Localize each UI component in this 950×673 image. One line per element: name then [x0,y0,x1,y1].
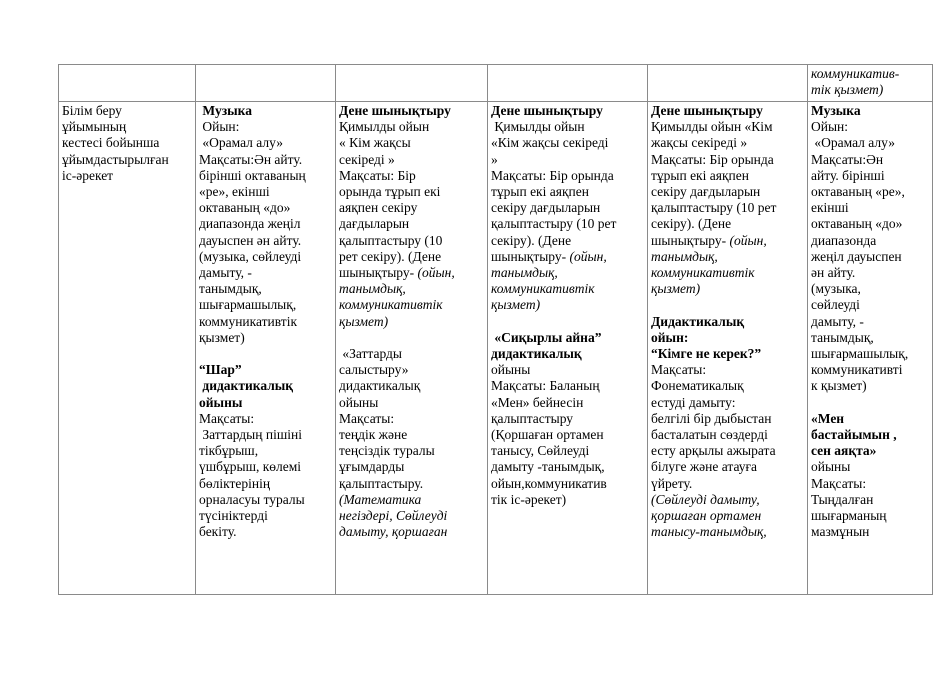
cell-blank-line [491,314,644,330]
cell-text-line: тік қызмет) [811,82,884,98]
cell-text-line: тұрып екі аяқпен [491,184,589,200]
table-row-activities [59,102,933,595]
cell-text-line: октаваның «до» [811,216,903,232]
cell-text-line: секіру дағдыларын [491,200,601,216]
cell-text-line: Білім беру [62,103,122,118]
cell-text-line: үйрету. [651,475,693,491]
cell-text-line: дидактикалық [199,378,294,394]
cell-text-line: диапазонда [811,232,877,248]
schedule-table [58,64,933,595]
cell-text-line: коммуникатив- [811,66,900,81]
cell-r1-c5 [648,65,808,102]
cell-text-line: ойыны [199,394,243,410]
cell-text-line: рет секіру). (Дене [339,248,442,264]
cell-text-line: ән айту. [811,265,856,281]
cell-text-line: октаваның «ре», [811,184,905,200]
cell-text-line: танымдық, [811,329,874,345]
cell-text-line: «ре», екінші [199,184,270,200]
cell-text-line: теңсіздік туралы [339,443,435,459]
cell-text-line: дамыту, - [811,313,864,329]
cell-text-line: басталатын сөздерді [651,427,768,443]
cell-text-line: секіреді » [339,151,395,167]
cell-day1-music [196,102,336,595]
cell-text-line: дамыту, қоршаған [339,524,448,540]
cell-text-line: бастайымын , [811,427,897,443]
cell-text-line: Қимылды ойын [491,119,585,135]
cell-text-line: дауыспен ән айту. [199,232,302,248]
cell-text-line: теңдік және [339,427,408,443]
cell-text-line: ұғымдарды [339,459,405,475]
cell-text-line: коммуникативтік [651,265,755,281]
cell-activity-label [59,102,196,595]
cell-text-line: Мақсаты: Бір орында [491,167,614,183]
cell-text-line: белгілі бір дыбыстан [651,410,772,426]
cell-text-line: дидактикалық [339,378,421,394]
cell-text-line: «Сиқырлы айна” [491,329,602,345]
cell-text-line: (музыка, сөйлеуді [199,248,302,264]
cell-text-line: қалыптастыру (10 рет [491,216,617,232]
cell-text-line: ойын: [651,329,689,345]
cell-text-line: Музыка [811,103,861,118]
cell-text-line: бекіту. [199,524,237,540]
cell-day3-pe [488,102,648,595]
cell-text-line: іс-әрекет [62,167,114,183]
cell-text-line: «Заттарды [339,346,402,362]
cell-text-line: естуді дамыту: [651,394,736,410]
cell-text-line: қызмет) [651,281,701,297]
cell-text-line: дағдыларын [339,216,410,232]
cell-text-line: айту. бірінші [811,167,885,183]
cell-text-line: тік іс-әрекет) [491,491,567,507]
cell-r1-c2 [196,65,336,102]
cell-day5-music [808,102,933,595]
cell-text-line: қалыптастыру (10 рет [651,200,777,216]
cell-text-line: Мақсаты: [651,362,707,378]
cell-text-line: танысу, Сөйлеуді [491,443,590,459]
cell-text-line: шығармашылық, [199,297,297,313]
cell-day2-pe [336,102,488,595]
cell-text-line: ойыны [811,459,851,475]
cell-text-line: қалыптастыру. [339,475,424,491]
cell-text-line: коммуникативтік [339,297,443,313]
cell-text-line: түсініктерді [199,508,268,524]
cell-text-line: кестесі бойынша [62,135,160,151]
cell-text-line: Мақсаты: Бір [339,167,416,183]
cell-text-line: Музыка [199,103,252,118]
cell-text-line: қызмет) [339,313,389,329]
cell-text-line: « Кім жақсы [339,135,411,151]
cell-text-line: танымдық, [651,248,718,264]
cell-text-line: Мақсаты: [199,410,255,426]
cell-text-line: дидактикалық [491,346,582,362]
cell-text-line: (Қоршаған ортамен [491,427,604,443]
cell-text-line: Дене шынықтыру [339,103,451,118]
cell-text-line: негіздері, Сөйлеуді [339,508,448,524]
cell-text-line: «Мен [811,410,845,426]
cell-text-line: екінші [811,200,849,216]
cell-text-line: білуге және атауға [651,459,758,475]
cell-text-line: Дидактикалық [651,313,745,329]
cell-text-line: танымдық, [199,281,262,297]
cell-text-line: Заттардың пішіні [199,427,302,443]
cell-text-line: Ойын: [199,119,240,135]
cell-blank-line [811,395,929,411]
cell-text-line: ойын,коммуникатив [491,475,607,491]
cell-text-line: шығарманың [811,508,887,524]
cell-text-line: шынықтыру- (ойын, [491,248,607,264]
cell-blank-line [651,297,804,313]
cell-text-line: сөйлеуді [811,297,860,313]
cell-r1-c6 [808,65,933,102]
cell-text-line: к қызмет) [811,378,867,394]
cell-text-line: ойыны [491,362,531,378]
cell-text-line: октаваның «до» [199,200,291,216]
cell-text-line: «Орамал алу» [199,135,283,151]
cell-text-line: тікбұрыш, [199,443,259,459]
cell-text-line: жеңіл дауыспен [811,248,902,264]
cell-text-line: бөліктерінің [199,475,271,491]
cell-text-line: ұйымдастырылған [62,151,169,167]
cell-text-line: Дене шынықтыру [491,103,603,118]
cell-text-line: жақсы секіреді » [651,135,748,151]
cell-text-line: Мақсаты: Бір орында [651,151,774,167]
cell-text-line: Мақсаты: [339,410,395,426]
cell-text-line: «Кім жақсы секіреді [491,135,609,151]
cell-text-line: дамыту -танымдық, [491,459,605,475]
cell-text-line: секіру дағдыларын [651,184,761,200]
cell-text-line: есту арқылы ажырата [651,443,776,459]
cell-text-line: «Орамал алу» [811,135,895,151]
cell-r1-c1 [59,65,196,102]
cell-text-line: танымдық, [339,281,406,297]
cell-blank-line [199,346,332,362]
cell-r1-c3 [336,65,488,102]
cell-text-line: диапазонда жеңіл [199,216,301,232]
cell-text-line: Қимылды ойын [339,119,430,135]
cell-text-line: сен аяқта» [811,443,877,459]
cell-text-line: тұрып екі аяқпен [651,167,749,183]
cell-day4-pe [648,102,808,595]
cell-text-line: “Кімге не керек?” [651,346,762,362]
cell-text-line: қызмет) [491,297,541,313]
cell-text-line: салыстыру» [339,362,409,378]
cell-text-line: дамыту, - [199,265,252,281]
table-row-top [59,65,933,102]
cell-text-line: (музыка, [811,281,861,297]
cell-text-line: шынықтыру- (ойын, [651,232,767,248]
cell-text-line: танысу-танымдық, [651,524,767,540]
cell-text-line: секіру). (Дене [651,216,732,232]
cell-text-line: “Шар” [199,362,242,378]
cell-text-line: аяқпен секіру [339,200,418,216]
cell-text-line: мазмұнын [811,524,870,540]
cell-text-line: Фонематикалық [651,378,744,394]
cell-text-line: қалыптастыру [491,410,574,426]
cell-text-line: орында тұрып екі [339,184,441,200]
cell-text-line: секіру). (Дене [491,232,572,248]
cell-text-line: ұйымының [62,119,127,135]
cell-text-line: Мақсаты: Баланың [491,378,600,394]
cell-text-line: (Математика [339,491,422,507]
cell-text-line: коммуникативті [811,362,903,378]
cell-text-line: Дене шынықтыру [651,103,763,118]
cell-text-line: шығармашылық, [811,346,909,362]
cell-text-line: коммуникативтік [491,281,595,297]
cell-text-line: Ойын: [811,119,849,135]
cell-text-line: » [491,151,498,167]
cell-text-line: Мақсаты:Ән [811,151,884,167]
cell-text-line: «Мен» бейнесін [491,394,584,410]
cell-text-line: бірінші октаваның [199,167,306,183]
cell-blank-line [339,330,484,346]
cell-text-line: Қимылды ойын «Кім [651,119,773,135]
cell-text-line: үшбұрыш, көлемі [199,459,302,475]
cell-text-line: шынықтыру- (ойын, [339,265,455,281]
cell-text-line: орналасуы туралы [199,491,305,507]
cell-text-line: Мақсаты: [811,475,867,491]
cell-text-line: Мақсаты:Ән айту. [199,151,303,167]
cell-text-line: ойыны [339,394,379,410]
cell-text-line: танымдық, [491,265,558,281]
cell-text-line: Тыңдалған [811,491,874,507]
cell-text-line: қоршаған ортамен [651,508,762,524]
cell-text-line: коммуникативтік [199,313,298,329]
cell-text-line: қалыптастыру (10 [339,232,443,248]
cell-text-line: қызмет) [199,329,245,345]
cell-text-line: (Сөйлеуді дамыту, [651,491,760,507]
cell-r1-c4 [488,65,648,102]
